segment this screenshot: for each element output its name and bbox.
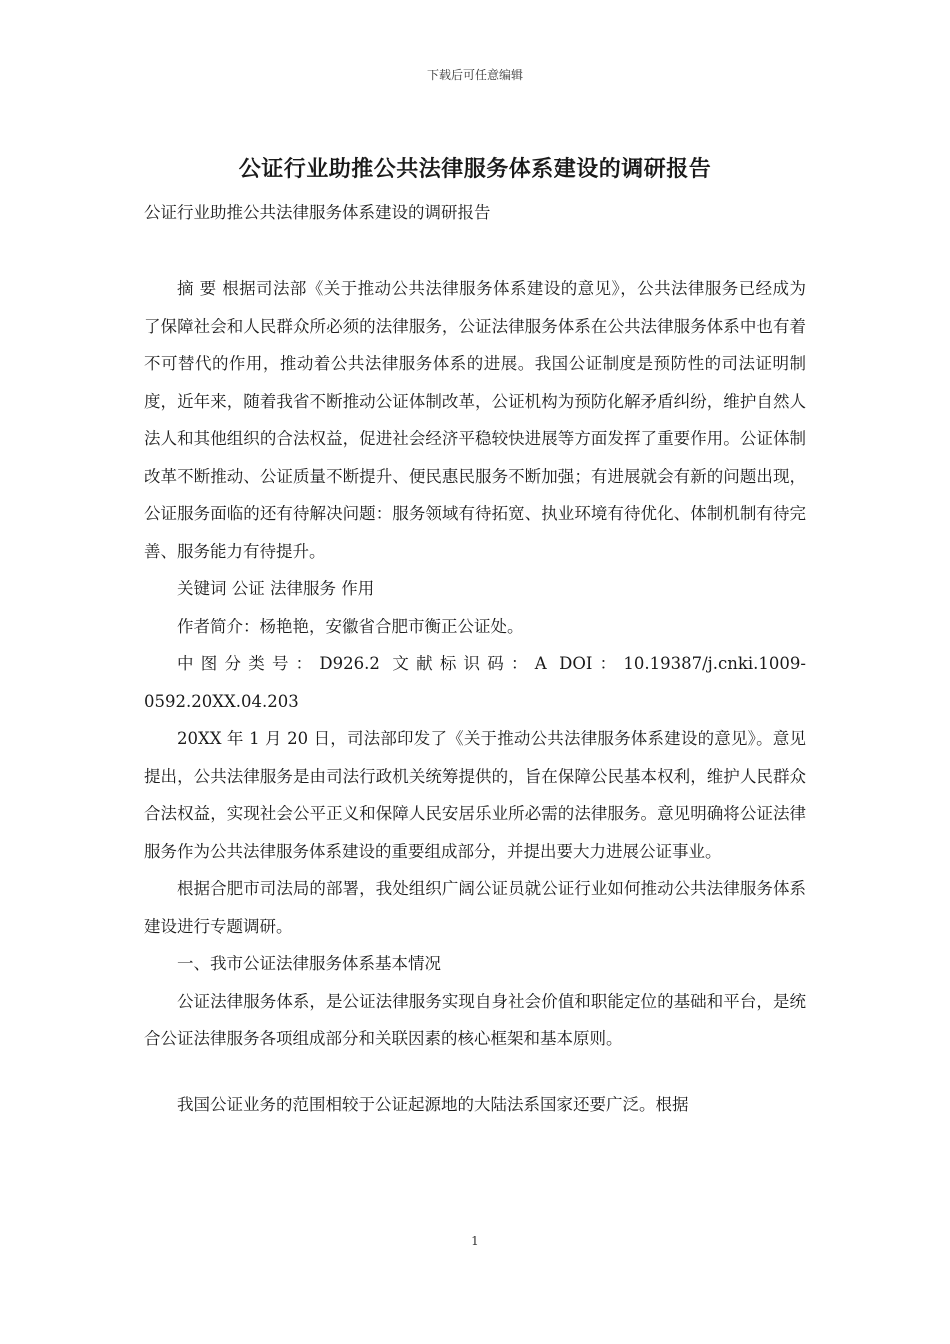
section-heading: 一、我市公证法律服务体系基本情况: [177, 954, 441, 973]
header-note: 下载后可任意编辑: [426, 68, 523, 82]
body-paragraph: 我国公证业务的范围相较于公证起源地的大陆法系国家还要广泛。根据: [177, 1094, 689, 1114]
document-body: [144, 270, 806, 1123]
author-line: 作者简介：杨艳艳，安徽省合肥市衡正公证处。: [177, 616, 524, 636]
body-paragraph: 公证法律服务体系，是公证法律服务实现自身社会价值和职能定位的基础和平台，是统合公证法律服务各项组成部分和关联因素的核心框架和基本原则。: [144, 991, 806, 1048]
page-number: 1: [471, 1234, 479, 1248]
document-subtitle: 公证行业助推公共法律服务体系建设的调研报告: [144, 203, 491, 222]
body-paragraph: 根据合肥市司法局的部署，我处组织广阔公证员就公证行业如何推动公共法律服务体系建设进行专题调研。: [144, 879, 806, 936]
keywords-line: 关键词 公证 法律服务 作用: [177, 579, 375, 598]
document-title: 公证行业助推公共法律服务体系建设的调研报告: [238, 157, 712, 182]
abstract-paragraph: 摘 要 根据司法部《关于推动公共法律服务体系建设的意见》，公共法律服务已经成为了保障社会和人民群众所必须的法律服务，公证法律服务体系在公共法律服务体系中也有着不可替代的作用，推动着公共法律服务体系的进展。我国公证制度是预防性的司法证明制度，近年来，随着我省不断推动公证体制改革，公证机构为预防化解矛盾纠纷，维护自然人法人和其他组织的合法权益，促进社会经济平稳较快进展等方面发挥了重要作用。公证体制改革不断推动、公证质量不断提升、便民惠民服务不断加强；有进展就会有新的问题出现，公证服务面临的还有待解决问题：服务领域有待拓宽、执业环境有待优化、体制机制有待完善、服务能力有待提升。: [144, 279, 806, 561]
classification-line: 中图分类号：D926.2 文献标识码：A DOI：10.19387/j.cnki.1009-0592.20XX.04.203: [144, 654, 806, 711]
body-paragraph: 20XX 年 1 月 20 日，司法部印发了《关于推动公共法律服务体系建设的意见》。意见提出，公共法律服务是由司法行政机关统筹提供的，旨在保障公民基本权利，维护人民群众合法权益，实现社会公平正义和保障人民安居乐业所必需的法律服务。意见明确将公证法律服务作为公共法律服务体系建设的重要组成部分，并提出要大力进展公证事业。: [144, 729, 806, 861]
